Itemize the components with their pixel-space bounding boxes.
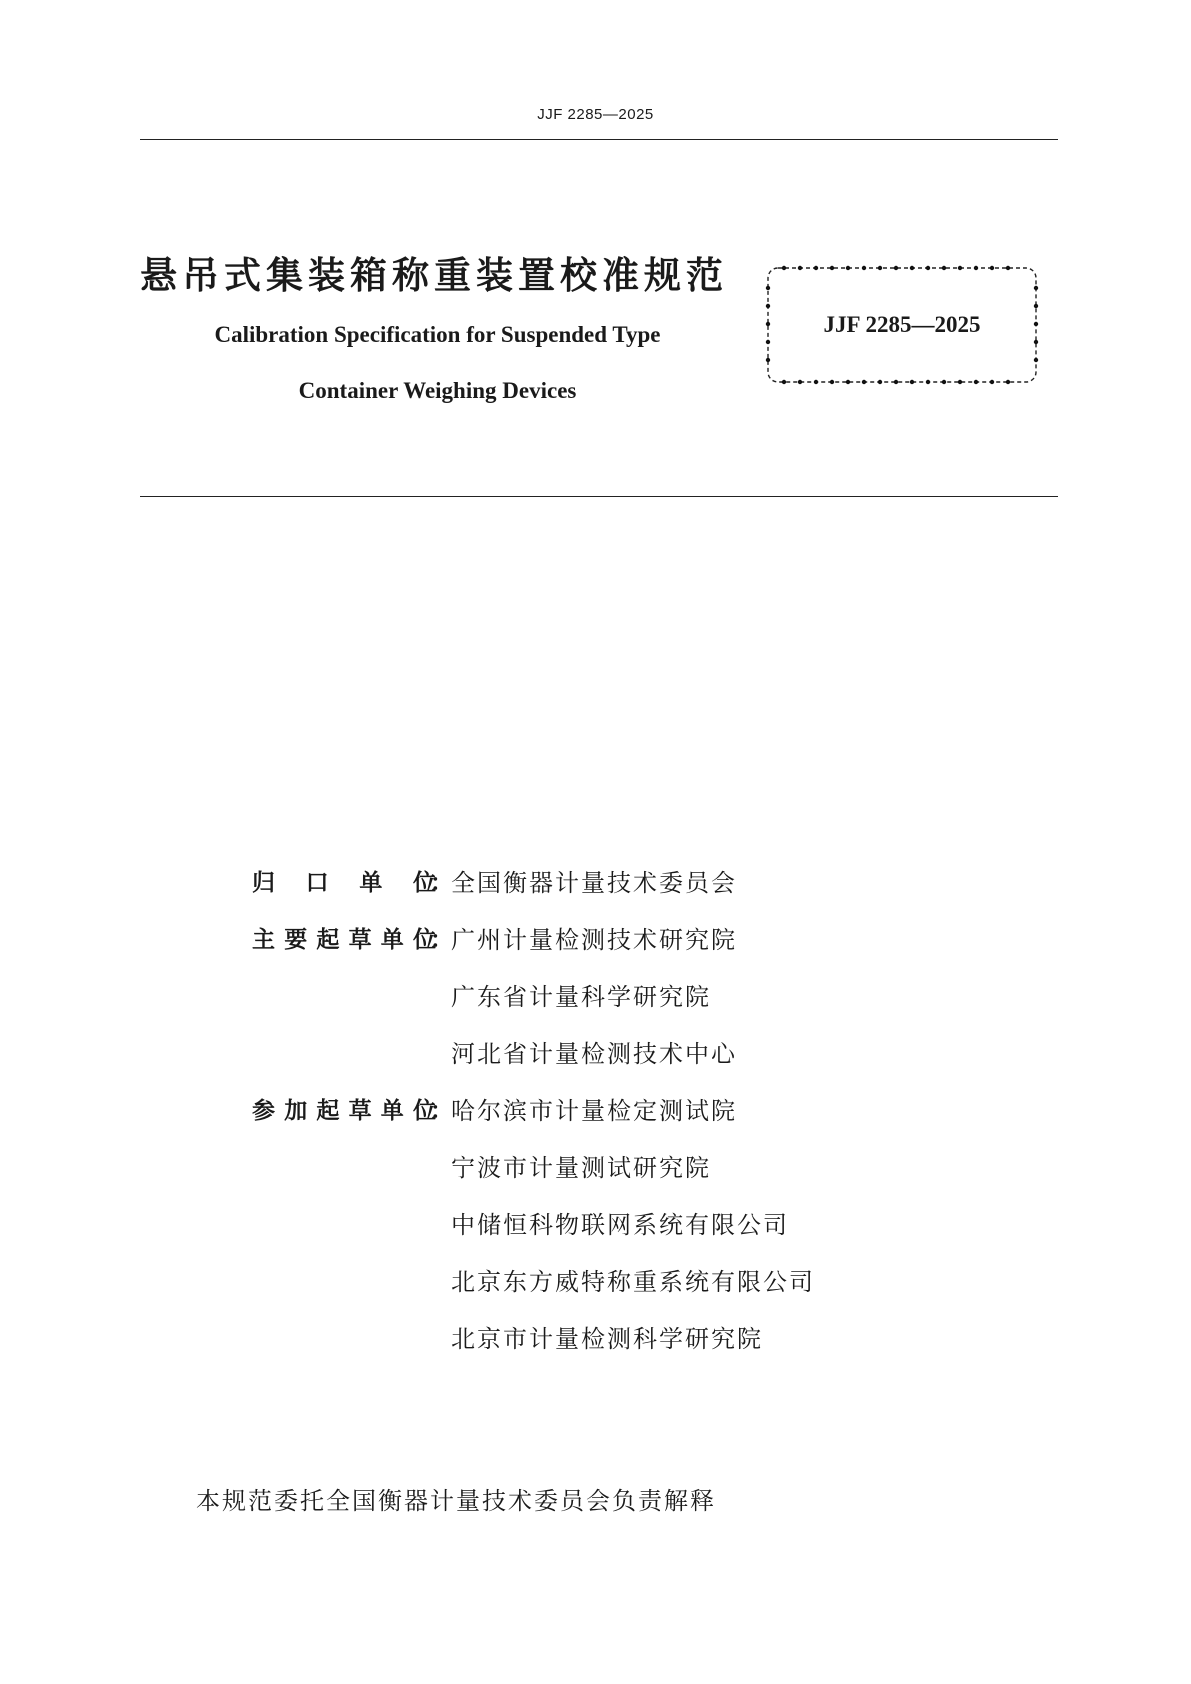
main-drafting-label: 主要起草单位	[252, 927, 436, 953]
title-chinese: 悬吊式集装箱称重装置校准规范	[140, 254, 728, 297]
participating-label: 参加起草单位	[252, 1098, 436, 1124]
main-drafting-org: 河北省计量检测技术中心	[451, 1040, 737, 1068]
code-box-label: JJF 2285—2025	[823, 312, 981, 337]
responsible-label: 归口单位	[252, 870, 436, 896]
participating-colon: ：	[430, 1098, 453, 1124]
participating-org: 宁波市计量测试研究院	[451, 1154, 711, 1182]
interpretation-note: 本规范委托全国衡器计量技术委员会负责解释	[196, 1487, 716, 1515]
main-drafting-colon: ：	[430, 927, 453, 953]
participating-org: 哈尔滨市计量检定测试院	[451, 1097, 737, 1125]
participating-org: 北京市计量检测科学研究院	[451, 1325, 763, 1353]
responsible-colon: ：	[430, 870, 453, 896]
title-bottom-rule	[140, 496, 1058, 497]
main-drafting-org: 广州计量检测技术研究院	[451, 926, 737, 954]
title-english-line1: Calibration Specification for Suspended Type	[214, 322, 661, 347]
responsible-org: 全国衡器计量技术委员会	[451, 869, 737, 897]
participating-org: 中储恒科物联网系统有限公司	[451, 1211, 789, 1239]
header-standard-code: JJF 2285—2025	[537, 106, 654, 123]
participating-org: 北京东方威特称重系统有限公司	[451, 1268, 815, 1296]
main-drafting-org: 广东省计量科学研究院	[451, 983, 711, 1011]
header-rule	[140, 139, 1058, 140]
title-english-line2: Container Weighing Devices	[298, 378, 577, 403]
